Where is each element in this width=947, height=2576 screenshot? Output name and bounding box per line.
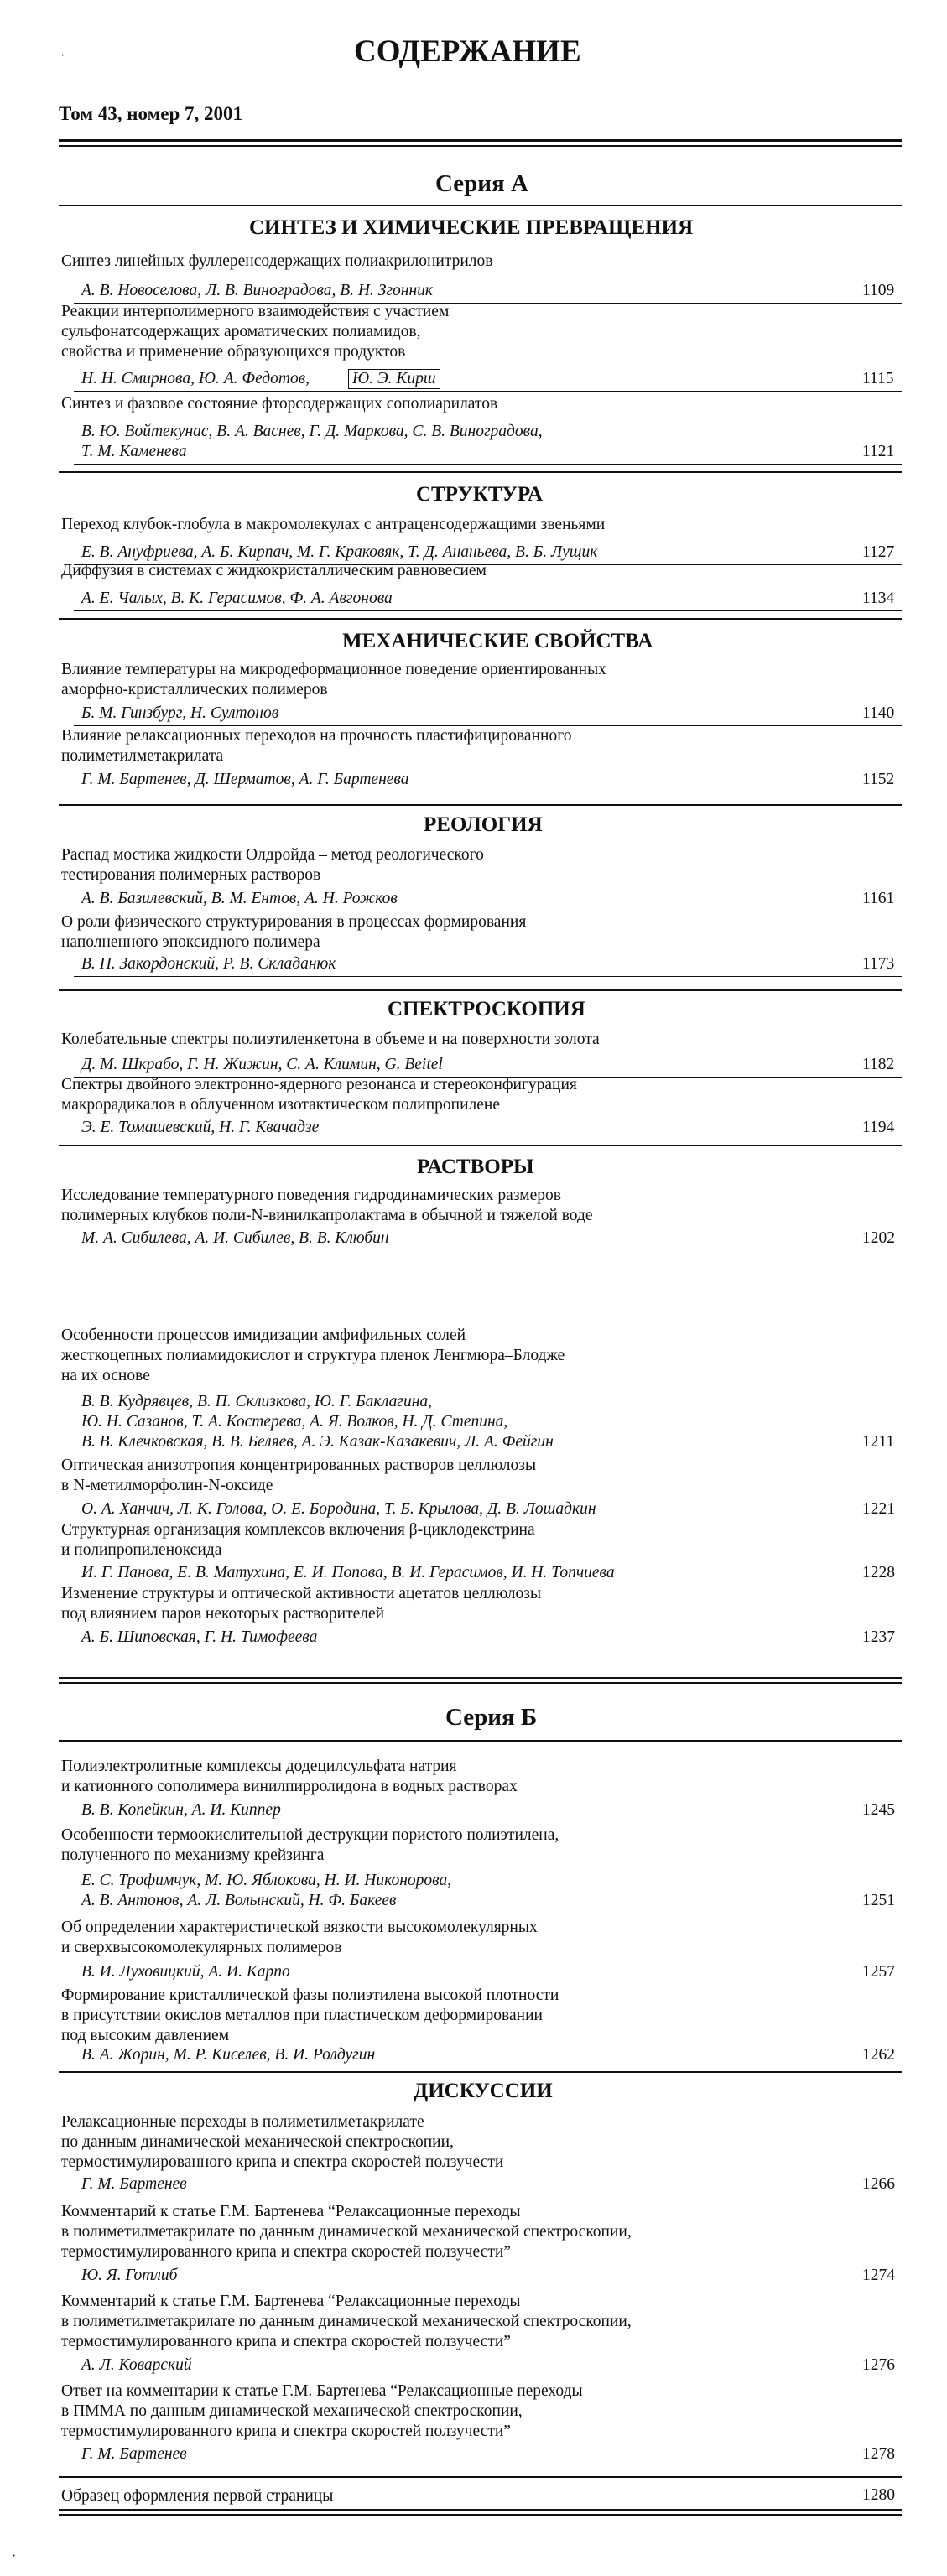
entry-authors: В. В. Кудрявцев, В. П. Склизкова, Ю. Г. Баклагина,: [81, 1393, 433, 1410]
entry-page-number: 1173: [862, 955, 895, 973]
entry-title-line: Синтез и фазовое состояние фторсодержащих сополиарилатов: [61, 395, 498, 413]
divider: [59, 1682, 902, 1684]
entry-page-number: 1274: [862, 2267, 895, 2284]
entry-authors: А. В. Базилевский, В. М. Ентов, А. Н. Рожков: [81, 890, 398, 907]
entry-rule: [74, 976, 902, 977]
entry-title-line: термостимулированного крипа и спектра скоростей ползучести: [61, 2153, 504, 2171]
entry-title: [61, 1986, 559, 2046]
entry-title-line: Изменение структуры и оптической активности ацетатов целлюлозы: [61, 1585, 542, 1602]
entry-page-number: 1134: [862, 589, 895, 607]
stray-mark: ·: [60, 49, 65, 63]
entry-page-number: 1266: [862, 2175, 895, 2193]
entry-authors: И. Г. Панова, Е. В. Матухина, Е. И. Попова, В. И. Герасимов, И. Н. Топчиева: [81, 1564, 615, 1581]
entry-title-line: в N-метилморфолин-N-оксиде: [61, 1477, 273, 1494]
entry-title: [61, 1520, 535, 1561]
divider: [59, 2476, 902, 2478]
entry-authors: Е. С. Трофимчук, М. Ю. Яблокова, Н. И. Никонорова,: [81, 1872, 452, 1889]
divider: [59, 1145, 902, 1146]
entry-authors: Н. Н. Смирнова, Ю. А. Федотов,: [81, 370, 310, 387]
section-heading-discussions: ДИСКУССИИ: [414, 2080, 553, 2102]
entry-page-number: 1276: [862, 2356, 895, 2374]
entry-page-number: 1121: [862, 443, 895, 460]
entry-title-line: тестирования полимерных растворов: [61, 866, 321, 884]
entry-title: [61, 394, 497, 414]
entry-title: [61, 726, 571, 766]
entry-title-line: в полиметилметакрилате по данным динамической механической спектроскопии,: [61, 2313, 632, 2330]
section-heading-solutions: РАСТВОРЫ: [417, 1156, 534, 1178]
entry-authors: Б. М. Гинзбург, Н. Султонов: [81, 704, 279, 722]
entry-authors: О. А. Ханчич, Л. К. Голова, О. Е. Бородина, Т. Б. Крылова, Д. В. Лошадкин: [81, 1500, 596, 1518]
series-a-heading: Серия А: [435, 170, 528, 197]
entry-authors: Е. В. Ануфриева, А. Б. Кирпач, М. Г. Краковяк, Т. Д. Ананьева, В. Б. Лущик: [81, 543, 598, 561]
entry-title-line: макрорадикалов в облученном изотактическом полипропилене: [61, 1096, 501, 1114]
entry-page-number: 1202: [862, 1229, 895, 1247]
entry-title: [61, 1456, 536, 1496]
entry-authors: В. П. Закордонский, Р. В. Складанюк: [81, 955, 336, 973]
divider: [59, 804, 902, 806]
section-heading-rheology: РЕОЛОГИЯ: [424, 813, 543, 836]
entry-title: [61, 2112, 503, 2173]
entry-title: [61, 2292, 632, 2352]
entry-title: [61, 1757, 518, 1797]
entry-page-number: 1115: [862, 370, 894, 387]
entry-title: [61, 1030, 600, 1050]
entry-title: [61, 1186, 593, 1226]
entry-title-line: Особенности термоокислительной деструкции пористого полиэтилена,: [61, 1826, 559, 1844]
entry-title-line: в полиметилметакрилате по данным динамической механической спектроскопии,: [61, 2223, 632, 2241]
entry-title-line: термостимулированного крипа и спектра скоростей ползучести”: [61, 2243, 511, 2261]
entry-title: [61, 1326, 565, 1386]
entry-authors: Ю. Я. Готлиб: [81, 2267, 178, 2284]
entry-authors: Т. М. Каменева: [81, 443, 187, 460]
entry-title-line: термостимулированного крипа и спектра скоростей ползучести”: [61, 2423, 511, 2440]
volume-info: Том 43, номер 7, 2001: [59, 103, 243, 124]
entry-authors: А. Е. Чалых, В. К. Герасимов, Ф. А. Авгонова: [81, 589, 393, 607]
divider: [59, 2514, 902, 2516]
entry-page-number: 1211: [862, 1433, 895, 1451]
entry-title-line: Влияние релаксационных переходов на прочность пластифицированного: [61, 727, 572, 745]
entry-title-line: в ПММА по данным динамической механической спектроскопии,: [61, 2402, 523, 2420]
divider: [59, 2071, 902, 2073]
entry-title-line: Синтез линейных фуллеренсодержащих полиакрилонитрилов: [61, 252, 493, 270]
entry-title-line: О роли физического структурирования в процессах формирования: [61, 913, 527, 931]
series-b-heading: Серия Б: [445, 1704, 538, 1731]
entry-title-line: Исследование температурного поведения гидродинамических размеров: [61, 1187, 561, 1204]
divider: [59, 145, 902, 147]
entry-title-line: Образец оформления первой страницы: [61, 2487, 334, 2505]
entry-authors: Ю. Н. Сазанов, Т. А. Костерева, А. Я. Волков, Н. Д. Степина,: [81, 1413, 508, 1431]
entry-title: [61, 252, 493, 272]
entry-page-number: 1140: [862, 704, 895, 722]
page-title: СОДЕРЖАНИЕ: [354, 34, 581, 69]
entry-page-number: 1109: [862, 282, 895, 299]
entry-authors: Г. М. Бартенев, Д. Шерматов, А. Г. Бартенева: [81, 771, 409, 788]
divider: [59, 205, 902, 206]
entry-title: [61, 2381, 583, 2442]
entry-title-line: Полиэлектролитные комплексы додецилсульфата натрия: [61, 1758, 457, 1775]
entry-page-number: 1182: [862, 1056, 895, 1073]
entry-title: [61, 660, 606, 700]
entry-page-number: 1152: [862, 771, 895, 788]
entry-title: [61, 515, 605, 535]
entry-title-line: Особенности процессов имидизации амфифильных солей: [61, 1327, 466, 1344]
entry-title: [61, 1918, 538, 1958]
entry-author-deceased: Ю. Э. Кирш: [348, 369, 440, 389]
entry-authors: В. Ю. Войтекунас, В. А. Васнев, Г. Д. Маркова, С. В. Виноградова,: [81, 423, 543, 440]
entry-page-number: 1278: [862, 2445, 895, 2463]
entry-title-line: и катионного сополимера винилпирролидона в водных растворах: [61, 1778, 518, 1795]
entry-authors: В. И. Луховицкий, А. И. Карпо: [81, 1963, 290, 1981]
divider: [59, 471, 902, 473]
entry-title: [61, 1826, 559, 1866]
entry-rule: [74, 391, 902, 392]
entry-title: [61, 2202, 632, 2262]
entry-page-number: 1194: [862, 1119, 895, 1136]
entry-title-line: Ответ на комментарии к статье Г.М. Бартенева “Релаксационные переходы: [61, 2382, 583, 2400]
divider: [59, 2509, 902, 2511]
divider: [59, 989, 902, 991]
divider: [59, 139, 902, 142]
entry-title: [61, 845, 484, 886]
entry-page-number: 1127: [862, 543, 895, 561]
entry-authors: Д. М. Шкрабо, Г. Н. Жижин, С. А. Климин, G. Beitel: [81, 1056, 443, 1073]
entry-title-line: Колебательные спектры полиэтиленкетона в объеме и на поверхности золота: [61, 1031, 600, 1048]
entry-title-line: Переход клубок-глобула в макромолекулах с антраценсодержащими звеньями: [61, 516, 606, 533]
entry-title-line: полученного по механизму крейзинга: [61, 1846, 325, 1864]
entry-authors: В. В. Копейкин, А. И. Киппер: [81, 1801, 281, 1819]
entry-page-number: 1228: [862, 1564, 895, 1581]
entry-title-line: Распад мостика жидкости Олдройда – метод реологического: [61, 846, 484, 864]
entry-rule: [74, 610, 902, 611]
entry-title-line: Релаксационные переходы в полиметилметакрилате: [61, 2113, 424, 2131]
entry-title: [61, 302, 449, 362]
entry-title-line: на их основе: [61, 1367, 150, 1384]
entry-title-line: аморфно-кристаллических полимеров: [61, 681, 328, 699]
entry-title-line: Комментарий к статье Г.М. Бартенева “Релаксационные переходы: [61, 2203, 521, 2220]
section-heading-mechanical: МЕХАНИЧЕСКИЕ СВОЙСТВА: [342, 630, 653, 652]
entry-title: [61, 912, 526, 953]
entry-authors: Г. М. Бартенев: [81, 2445, 187, 2463]
entry-title-line: наполненного эпоксидного полимера: [61, 933, 320, 951]
entry-title-line: сульфонатсодержащих ароматических полиамидов,: [61, 323, 421, 340]
entry-title: [61, 1075, 577, 1115]
entry-title-line: Структурная организация комплексов включения β-циклодекстрина: [61, 1521, 535, 1539]
entry-authors: Э. Е. Томашевский, Н. Г. Квачадзе: [81, 1119, 320, 1136]
entry-title-line: Об определении характеристической вязкости высокомолекулярных: [61, 1919, 538, 1936]
entry-authors: А. В. Антонов, А. Л. Волынский, Н. Ф. Бакеев: [81, 1892, 397, 1909]
entry-page-number: 1251: [862, 1892, 895, 1909]
entry-title-line: свойства и применение образующихся продуктов: [61, 343, 406, 361]
divider: [59, 1740, 902, 1742]
entry-authors: В. А. Жорин, М. Р. Киселев, В. И. Ролдугин: [81, 2046, 376, 2064]
entry-page-number: 1221: [862, 1500, 895, 1518]
entry-title-line: и полипропиленоксида: [61, 1541, 222, 1559]
entry-title-line: Формирование кристаллической фазы полиэтилена высокой плотности: [61, 1987, 559, 2004]
entry-page-number: 1237: [862, 1628, 895, 1646]
entry-title-line: полимерных клубков поли-N-винилкапролактама в обычной и тяжелой воде: [61, 1207, 593, 1224]
entry-title-line: в присутствии окислов металлов при пластическом деформировании: [61, 2007, 543, 2024]
section-heading-synthesis: СИНТЕЗ И ХИМИЧЕСКИЕ ПРЕВРАЩЕНИЯ: [249, 216, 694, 239]
entry-title-line: и сверхвысокомолекулярных полимеров: [61, 1939, 342, 1956]
section-heading-spectroscopy: СПЕКТРОСКОПИЯ: [388, 998, 585, 1021]
entry-title-line: Оптическая анизотропия концентрированных растворов целлюлозы: [61, 1457, 537, 1474]
entry-title-line: Влияние температуры на микродеформационное поведение ориентированных: [61, 661, 606, 678]
entry-title-line: Спектры двойного электронно-ядерного резонанса и стереоконфигурация: [61, 1076, 577, 1093]
entry-title: [61, 2486, 333, 2506]
entry-page-number: 1280: [862, 2486, 895, 2504]
entry-title: [61, 1584, 541, 1624]
entry-authors: Г. М. Бартенев: [81, 2175, 187, 2193]
entry-page-number: 1262: [862, 2046, 895, 2064]
stray-mark: ·: [12, 2549, 17, 2563]
entry-page-number: 1245: [862, 1801, 895, 1819]
entry-title: [61, 561, 487, 581]
entry-page-number: 1161: [862, 890, 895, 907]
entry-authors: М. А. Сибилева, А. И. Сибилев, В. В. Клюбин: [81, 1229, 389, 1247]
entry-title-line: жесткоцепных полиамидокислот и структура пленок Ленгмюра–Блодже: [61, 1347, 565, 1364]
entry-authors: А. Л. Коварский: [81, 2356, 192, 2374]
entry-authors: А. Б. Шиповская, Г. Н. Тимофеева: [81, 1628, 318, 1646]
entry-title-line: Реакции интерполимерного взаимодействия с участием: [61, 303, 450, 320]
entry-title-line: полиметилметакрилата: [61, 747, 224, 765]
entry-title-line: Диффузия в системах с жидкокристаллическим равновесием: [61, 562, 487, 579]
entry-title-line: термостимулированного крипа и спектра скоростей ползучести”: [61, 2333, 511, 2350]
entry-title-line: под влиянием паров некоторых растворителей: [61, 1605, 385, 1623]
entry-title-line: Комментарий к статье Г.М. Бартенева “Релаксационные переходы: [61, 2293, 521, 2310]
entry-title-line: под высоким давлением: [61, 2027, 230, 2044]
entry-page-number: 1257: [862, 1963, 895, 1981]
entry-rule: [74, 464, 902, 465]
divider: [59, 618, 902, 620]
entry-authors: А. В. Новоселова, Л. В. Виноградова, В. Н. Згонник: [81, 282, 433, 299]
section-heading-structure: СТРУКТУРА: [416, 483, 544, 506]
divider: [59, 1677, 902, 1679]
entry-authors: В. В. Клечковская, В. В. Беляев, А. Э. Казак-Казакевич, Л. А. Фейгин: [81, 1433, 554, 1451]
entry-title-line: по данным динамической механической спектроскопии,: [61, 2133, 454, 2151]
